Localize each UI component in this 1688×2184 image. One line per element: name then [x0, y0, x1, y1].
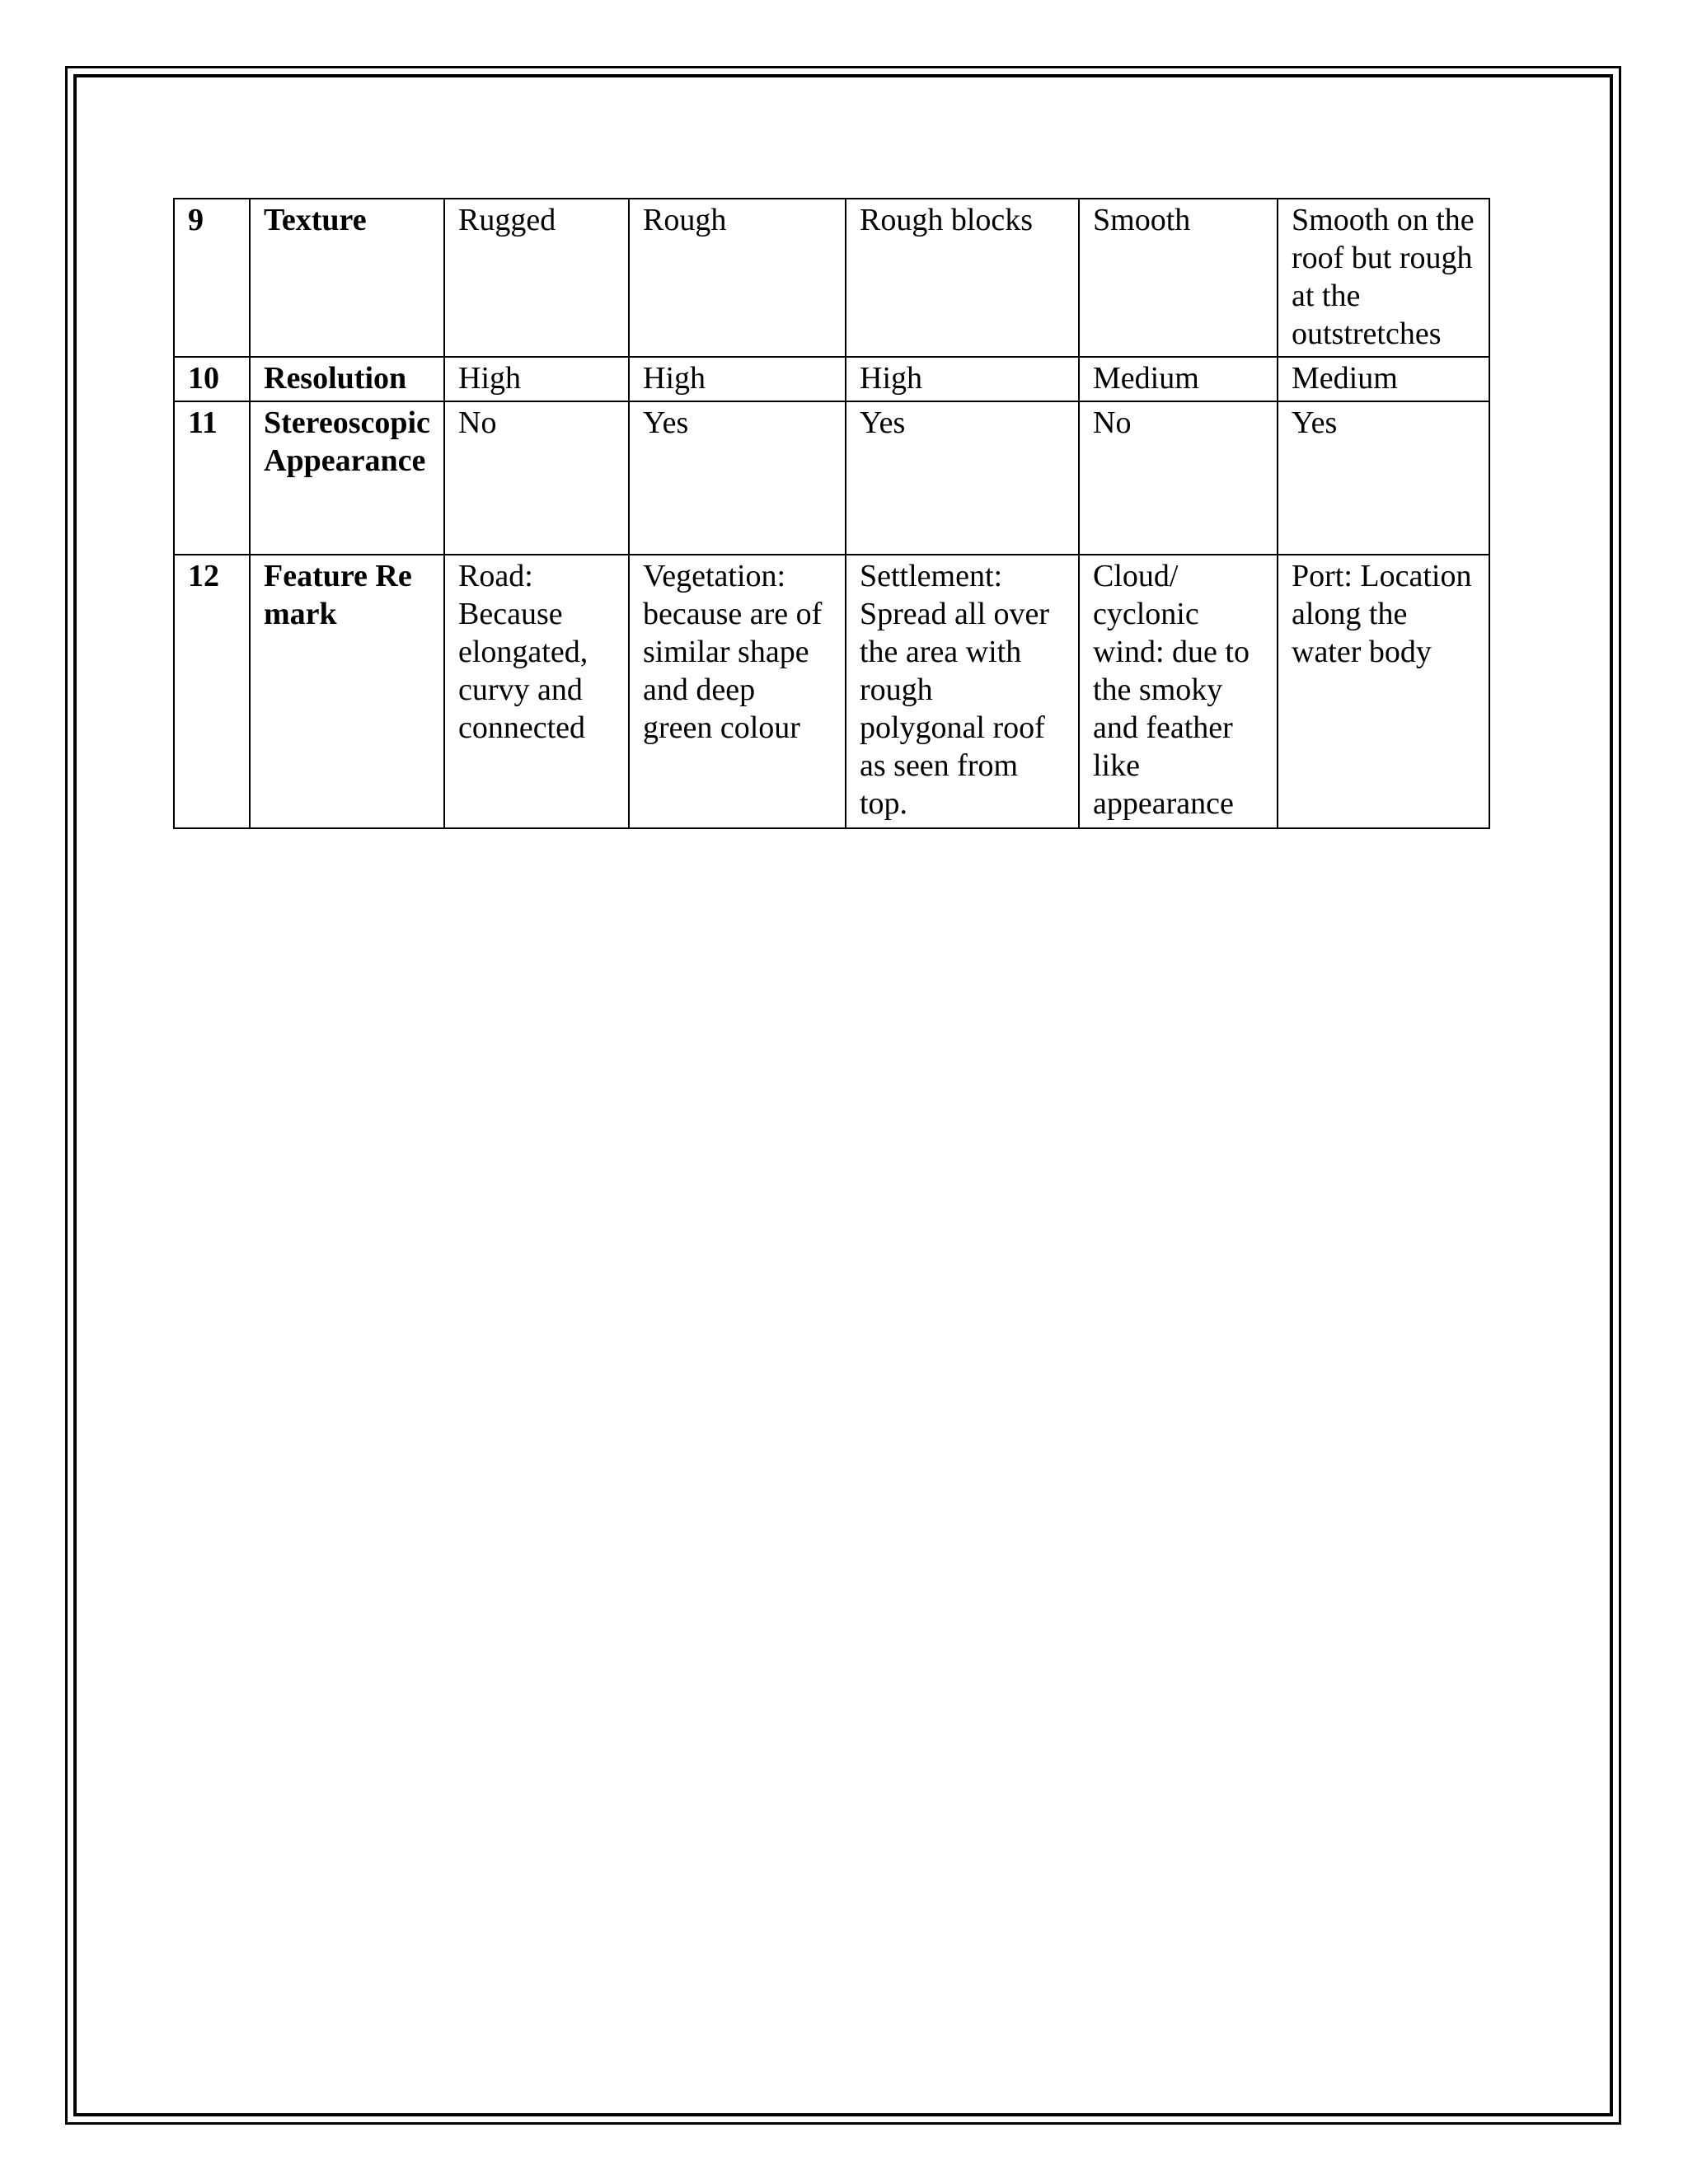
table-row: [174, 401, 1489, 555]
table-cell: Road: Because elongated, curvy and connected: [444, 555, 629, 828]
table-cell: Vegetation: because are of similar shape and deep green colour: [629, 555, 846, 828]
row-attribute: Feature Remark: [250, 555, 444, 828]
table-cell: High: [444, 357, 629, 401]
table-cell: Yes: [846, 401, 1079, 555]
table-row: [174, 199, 1489, 357]
table-cell: Yes: [629, 401, 846, 555]
table-cell: No: [444, 401, 629, 555]
table-row: [174, 357, 1489, 401]
table-row: [174, 555, 1489, 828]
table-cell: Smooth: [1079, 199, 1278, 357]
table-cell: Rough blocks: [846, 199, 1079, 357]
table-cell: Medium: [1079, 357, 1278, 401]
row-attribute: Stereoscopic Appearance: [250, 401, 444, 555]
table-cell: Yes: [1278, 401, 1489, 555]
table-cell: Smooth on the roof but rough at the outstretches: [1278, 199, 1489, 357]
table-cell: High: [629, 357, 846, 401]
row-attribute: Texture: [250, 199, 444, 357]
row-number: 9: [174, 199, 250, 357]
row-number: 10: [174, 357, 250, 401]
table-cell: Medium: [1278, 357, 1489, 401]
table-cell: Settlement: Spread all over the area with rough polygonal roof as seen from top.: [846, 555, 1079, 828]
row-attribute: Resolution: [250, 357, 444, 401]
table-cell: High: [846, 357, 1079, 401]
row-number: 12: [174, 555, 250, 828]
row-number: 11: [174, 401, 250, 555]
table-cell: Rough: [629, 199, 846, 357]
table-cell: Rugged: [444, 199, 629, 357]
table-cell: No: [1079, 401, 1278, 555]
image-interpretation-table: [173, 198, 1490, 829]
table-cell: Cloud/ cyclonic wind: due to the smoky and feather like appearance: [1079, 555, 1278, 828]
table-cell: Port: Location along the water body: [1278, 555, 1489, 828]
